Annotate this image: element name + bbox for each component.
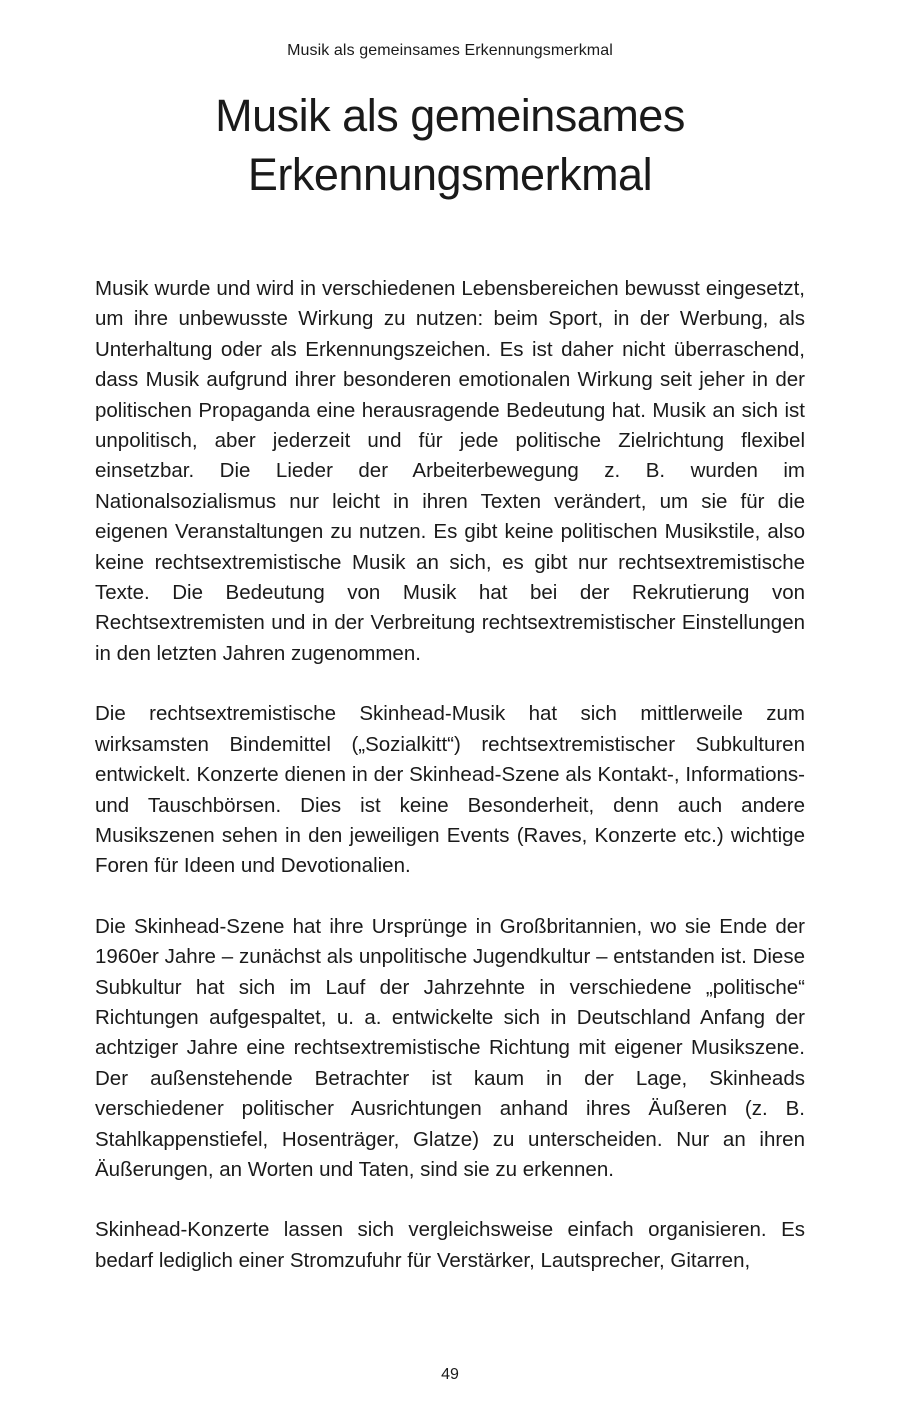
paragraph: Skinhead-Konzerte lassen sich vergleichsweise einfach organisieren. Es bedarf lediglich einer Stromzufuhr für Verstärker, Lautsprecher, Gitarren, <box>95 1218 805 1272</box>
paragraph: Musik wurde und wird in verschiedenen Lebensbereichen bewusst eingesetzt, um ihre unbewusste Wirkung zu nutzen: beim Sport, in der Werbung, als Unterhaltung oder als Erkennungszeichen. Es ist daher nicht überraschend, dass Musik aufgrund ihrer besonderen emotionalen Wirkung seit jeher in der politischen Propaganda eine herausragende Bedeutung hat. Musik an sich ist unpolitisch, aber jederzeit und für jede politische Zielrichtung flexibel einsetzbar. Die Lieder der Arbeiterbewegung z. B. wurden im Nationalsozialismus nur leicht in ihren Texten verändert, um sie für die eigenen Veranstaltungen zu nutzen. Es gibt keine politischen Musikstile, also keine rechtsextremistische Musik an sich, es gibt nur rechtsextremistische Texte. Die Bedeutung von Musik hat bei der Rekrutierung von Rechtsextremisten und in der Verbreitung rechtsextremistischer Einstellungen in den letzten Jahren zugenommen. <box>95 277 805 665</box>
running-header: Musik als gemeinsames Erkennungsmerkmal <box>287 42 613 59</box>
paragraph: Die Skinhead-Szene hat ihre Ursprünge in Großbritannien, wo sie Ende der 1960er Jahre – zunächst als unpolitische Jugendkultur – entstanden ist. Diese Subkultur hat sich im Lauf der Jahrzehnte in verschiedene „politische“ Richtungen aufgespaltet, u. a. entwickelte sich in Deutschland Anfang der achtziger Jahre eine rechtsextremistische Richtung mit eigener Musikszene. Der außenstehende Betrachter ist kaum in der Lage, Skinheads verschiedener politischer Ausrichtungen anhand ihres Äußeren (z. B. Stahlkappenstiefel, Hosenträger, Glatze) zu unterscheiden. Nur an ihren Äußerungen, an Worten und Taten, sind sie zu erkennen. <box>95 914 805 1181</box>
paragraph: Die rechtsextremistische Skinhead-Musik hat sich mittlerweile zum wirksamsten Bindemittel („Sozialkitt“) rechtsextremistischer Subkulturen entwickelt. Konzerte dienen in der Skinhead-Szene als Kontakt-, Informations- und Tauschbörsen. Dies ist keine Besonderheit, denn auch andere Musikszenen sehen in den jeweiligen Events (Raves, Konzerte etc.) wichtige Foren für Ideen und Devotionalien. <box>95 702 805 878</box>
body-text <box>95 274 805 1306</box>
page-number: 49 <box>441 1366 459 1383</box>
page-title <box>0 86 900 204</box>
page-title-line-2: Erkennungsmerkmal <box>247 149 653 200</box>
page-title-line-1: Musik als gemeinsames <box>215 90 685 141</box>
